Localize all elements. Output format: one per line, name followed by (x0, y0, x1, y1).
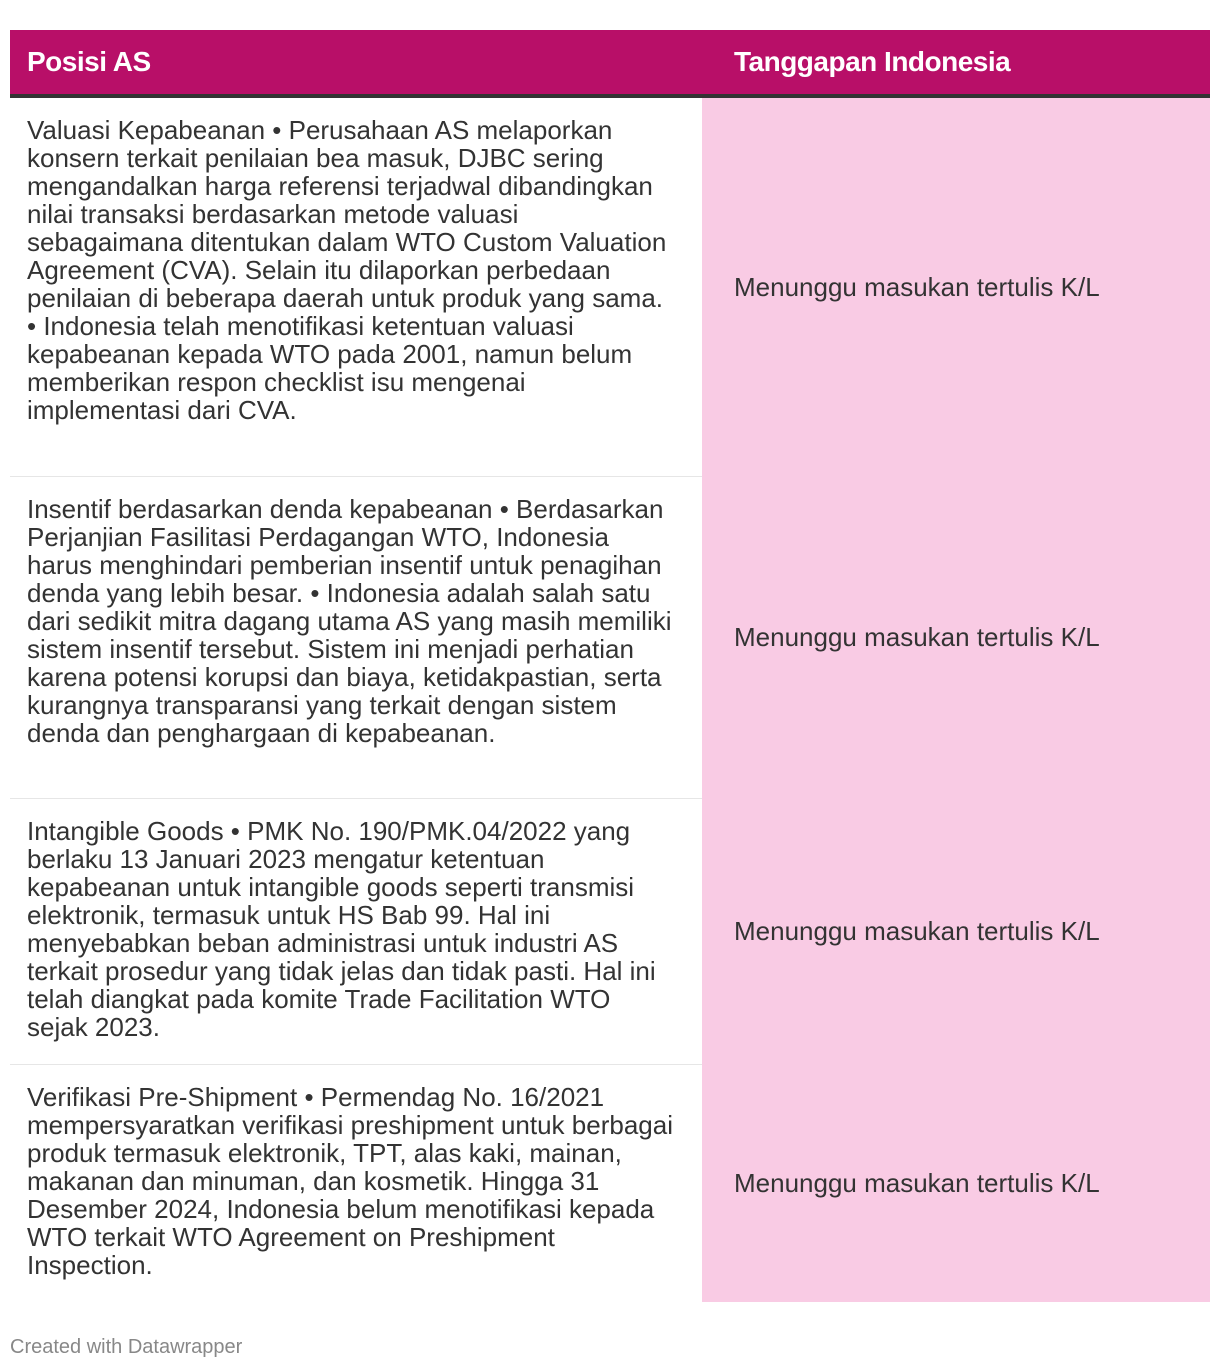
table-header (10, 30, 1210, 98)
datawrapper-credit[interactable]: Created with Datawrapper (10, 1336, 243, 1358)
cell-tanggapan: Menunggu masukan tertulis K/L (702, 1064, 1210, 1302)
cell-tanggapan: Menunggu masukan tertulis K/L (702, 98, 1210, 476)
table-row (10, 1064, 1210, 1302)
header-posisi-as[interactable]: Posisi AS (27, 46, 151, 77)
cell-posisi-as: Intangible Goods • PMK No. 190/PMK.04/2022 yang berlaku 13 Januari 2023 mengatur ketentuan kepabeanan untuk intangible goods seperti transmisi elektronik, termasuk untuk HS Bab 99. Hal ini menyebabkan beban administrasi untuk industri AS terkait prosedur yang tidak jelas dan tidak pasti. Hal ini telah diangkat pada komite Trade Facilitation WTO sejak 2023. (10, 798, 702, 1064)
table-row (10, 798, 1210, 1064)
cell-posisi-as: Verifikasi Pre-Shipment • Permendag No. 16/2021 mempersyaratkan verifikasi preshipment untuk berbagai produk termasuk elektronik, TPT, alas kaki, mainan, makanan dan minuman, dan kosmetik. Hingga 31 Desember 2024, Indonesia belum menotifikasi kepada WTO terkait WTO Agreement on Preshipment Inspection. (10, 1064, 702, 1302)
cell-posisi-as: Valuasi Kepabeanan • Perusahaan AS melaporkan konsern terkait penilaian bea masuk, DJBC sering mengandalkan harga referensi terjadwal dibandingkan nilai transaksi berdasarkan metode valuasi sebagaimana ditentukan dalam WTO Custom Valuation Agreement (CVA). Selain itu dilaporkan perbedaan penilaian di beberapa daerah untuk produk yang sama. • Indonesia telah menotifikasi ketentuan valuasi kepabeanan kepada WTO pada 2001, namun belum memberikan respon checklist isu mengenai implementasi dari CVA. (27, 115, 667, 425)
data-table (10, 30, 1210, 1302)
cell-tanggapan: Menunggu masukan tertulis K/L (702, 476, 1210, 798)
table-row (10, 98, 1210, 476)
cell-tanggapan: Menunggu masukan tertulis K/L (702, 798, 1210, 1064)
header-tanggapan-indonesia[interactable]: Tanggapan Indonesia (734, 46, 1011, 77)
cell-posisi-as: Insentif berdasarkan denda kepabeanan • Berdasarkan Perjanjian Fasilitasi Perdagangan WTO, Indonesia harus menghindari pemberian insentif untuk penagihan denda yang lebih besar. • Indonesia adalah salah satu dari sedikit mitra dagang utama AS yang masih memiliki sistem insentif tersebut. Sistem ini menjadi perhatian karena potensi korupsi dan biaya, ketidakpastian, serta kurangnya transparansi yang terkait dengan sistem denda dan penghargaan di kepabeanan. (10, 476, 702, 798)
table-row (10, 476, 1210, 798)
